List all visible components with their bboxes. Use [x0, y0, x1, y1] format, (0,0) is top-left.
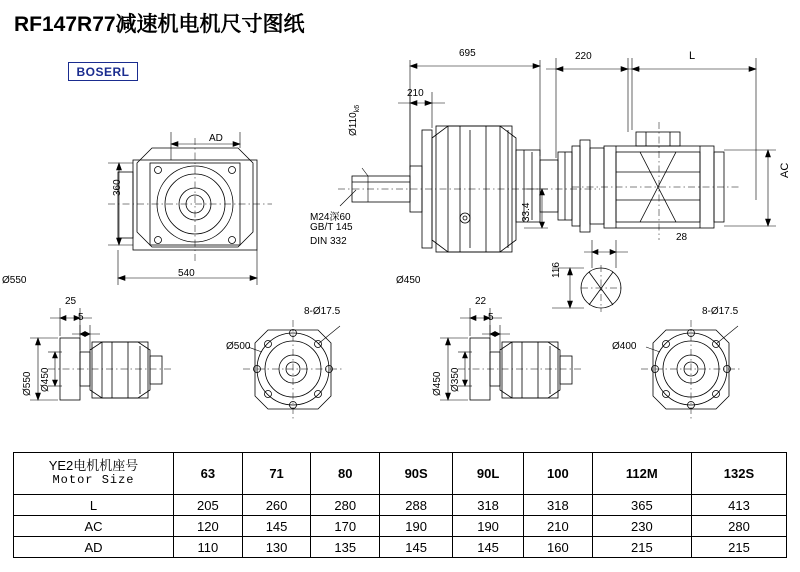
table-col-1: 71 [242, 453, 311, 495]
cell-AC-2: 170 [311, 516, 380, 537]
dim-5-a: 5 [78, 312, 84, 323]
table-header-cn: YE2电机机座号 [48, 458, 139, 474]
row-label-AD: AD [14, 537, 174, 558]
dim-116: 116 [551, 262, 562, 278]
view-bottom-3 [458, 338, 582, 400]
dim-500: Ø500 [226, 341, 251, 352]
dim-L: L [689, 50, 696, 62]
cell-L-7: 413 [691, 495, 786, 516]
cell-AD-6: 215 [592, 537, 691, 558]
cell-L-6: 365 [592, 495, 691, 516]
table-header-en: Motor Size [52, 473, 135, 488]
dim-5-b: 5 [488, 312, 494, 323]
dim-450-left-2: Ø450 [432, 371, 443, 396]
dim-220: 220 [575, 51, 592, 62]
view-front-left [118, 148, 257, 250]
dim-450-left: Ø450 [40, 367, 51, 392]
cell-AC-7: 280 [691, 516, 786, 537]
cell-AD-7: 215 [691, 537, 786, 558]
table-row [14, 537, 787, 558]
cell-AC-1: 145 [242, 516, 311, 537]
table-col-5: 100 [523, 453, 592, 495]
dim-360: 360 [112, 179, 123, 196]
table-col-4: 90L [453, 453, 524, 495]
view-bottom-4 [641, 320, 741, 419]
view-motor [580, 132, 724, 232]
dim-210: 210 [407, 88, 424, 99]
dim-695: 695 [459, 48, 476, 59]
dim-450-top: Ø450 [396, 275, 421, 286]
motor-size-table [13, 452, 787, 558]
thread-note-1: M24深60 [310, 212, 351, 223]
table-col-6: 112M [592, 453, 691, 495]
cell-AC-3: 190 [380, 516, 453, 537]
dim-550-top: Ø550 [2, 275, 27, 286]
cell-AD-1: 130 [242, 537, 311, 558]
dim-28: 28 [676, 232, 688, 243]
page-title: RF147R77减速机电机尺寸图纸 [14, 13, 305, 36]
cell-AD-4: 145 [453, 537, 524, 558]
table-header-row [14, 453, 787, 495]
view-bottom-2 [243, 320, 343, 419]
dim-540: 540 [178, 268, 195, 279]
dim-550-left: Ø550 [22, 371, 33, 396]
dim-AC: AC [779, 162, 791, 178]
dim-33-4: 33.4 [521, 202, 532, 222]
table-col-0: 63 [174, 453, 243, 495]
cell-AC-4: 190 [453, 516, 524, 537]
cell-AD-5: 160 [523, 537, 592, 558]
row-label-L: L [14, 495, 174, 516]
thread-note-3: DIN 332 [310, 236, 347, 247]
table-row [14, 495, 787, 516]
cell-AD-3: 145 [380, 537, 453, 558]
cell-L-2: 280 [311, 495, 380, 516]
cell-L-1: 260 [242, 495, 311, 516]
dim-22: 22 [475, 296, 487, 307]
dim-8x17-5-b: 8-Ø17.5 [702, 306, 739, 317]
dim-8x17-5-a: 8-Ø17.5 [304, 306, 341, 317]
table-row [14, 516, 787, 537]
cell-AC-0: 120 [174, 516, 243, 537]
cell-L-0: 205 [174, 495, 243, 516]
row-label-AC: AC [14, 516, 174, 537]
cell-L-5: 318 [523, 495, 592, 516]
cell-L-4: 318 [453, 495, 524, 516]
dim-350-left: Ø350 [450, 367, 461, 392]
dim-25: 25 [65, 296, 77, 307]
cell-AD-0: 110 [174, 537, 243, 558]
table-header-label [14, 453, 174, 495]
brand-logo-text: BOSERL [76, 64, 130, 79]
dim-AD: AD [209, 133, 223, 144]
table-col-3: 90S [380, 453, 453, 495]
table-col-2: 80 [311, 453, 380, 495]
dim-110k6: $Ø110_{k6}$ [348, 104, 361, 136]
table-col-7: 132S [691, 453, 786, 495]
cell-AC-5: 210 [523, 516, 592, 537]
cell-L-3: 288 [380, 495, 453, 516]
dim-400: Ø400 [612, 341, 637, 352]
detail-shaft-section [581, 265, 621, 312]
cell-AD-2: 135 [311, 537, 380, 558]
view-bottom-1 [48, 338, 172, 400]
thread-note-2: GB/T 145 [310, 222, 353, 233]
cell-AC-6: 230 [592, 516, 691, 537]
